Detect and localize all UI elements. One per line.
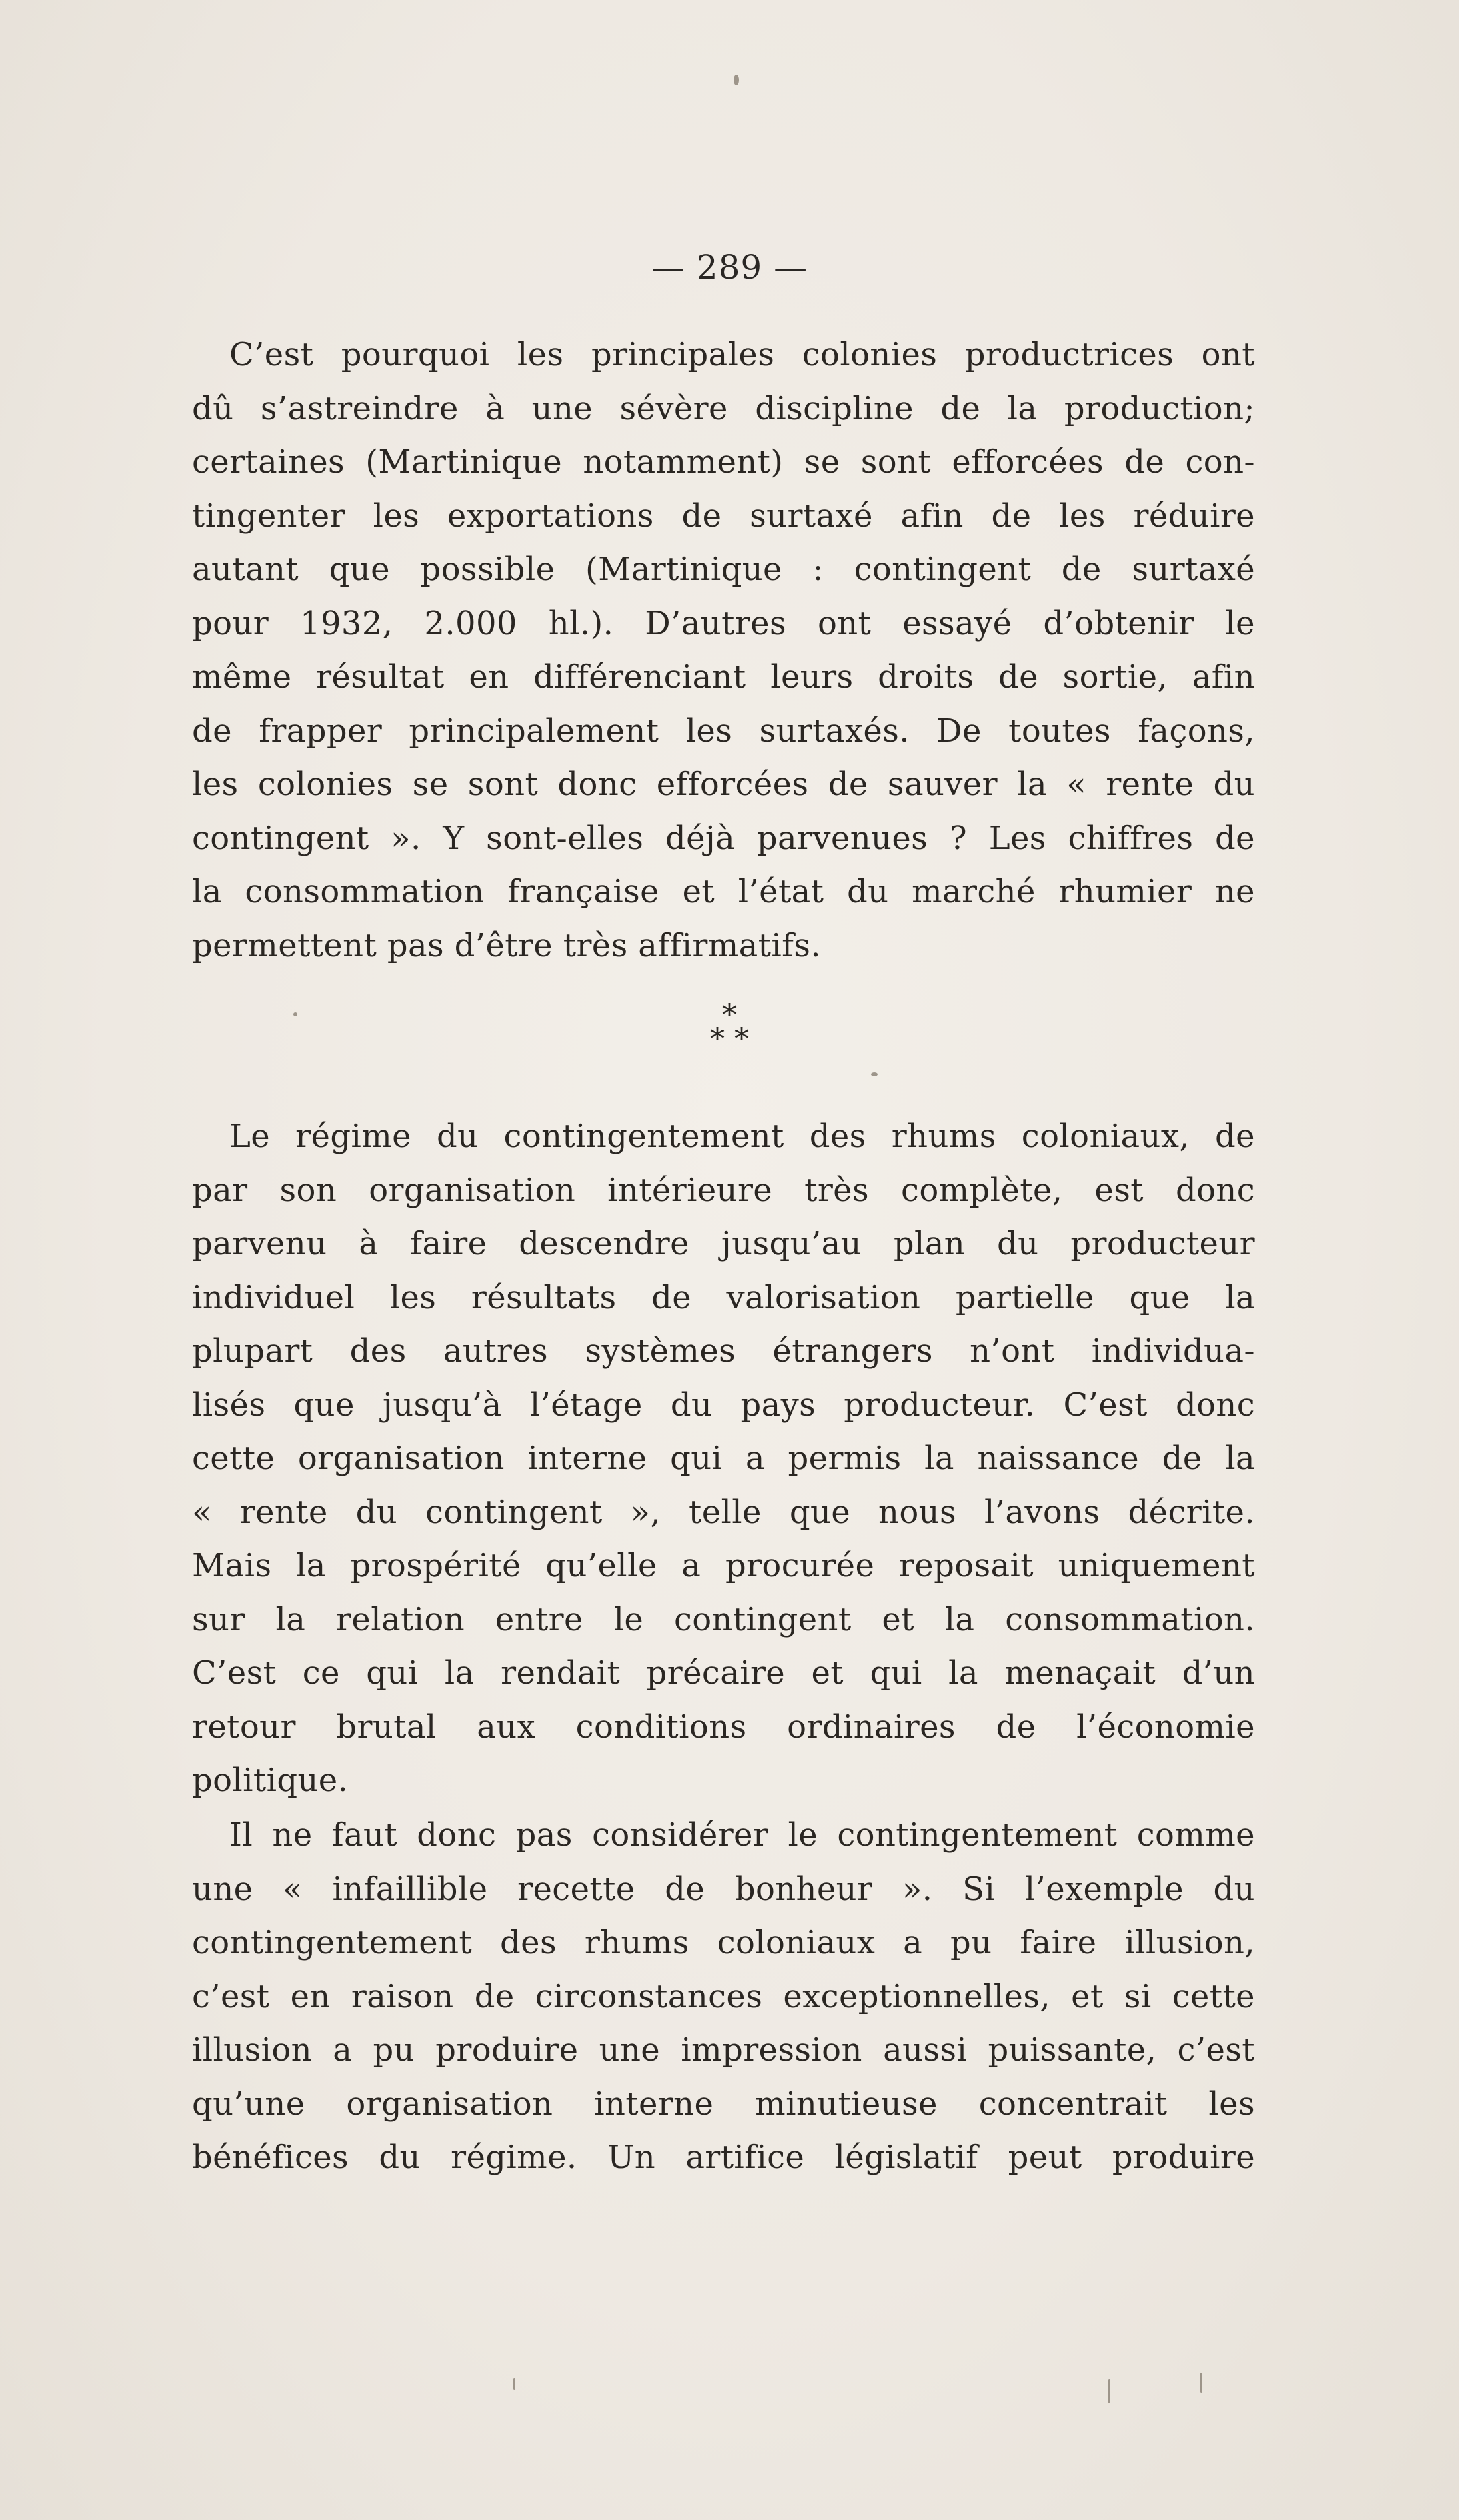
paper-speck: [293, 1012, 297, 1016]
paper-speck: [1200, 2373, 1202, 2393]
paragraph-3: [192, 1808, 1255, 2185]
text-line: même résultat en différenciant leurs droits de sortie, afin: [192, 658, 1255, 696]
text-line: politique.: [192, 1762, 349, 1799]
text-line: retour brutal aux conditions ordinaires de l’économie: [192, 1708, 1255, 1746]
text-line: C’est pourquoi les principales colonies productrices ont: [229, 336, 1255, 373]
text-line: les colonies se sont donc efforcées de sauver la « rente du: [192, 766, 1255, 803]
text-line: plupart des autres systèmes étrangers n’ont individua-: [192, 1332, 1255, 1370]
page-number: — 289 —: [651, 248, 808, 287]
paragraph-2: [192, 1110, 1255, 1808]
text-line: cette organisation interne qui a permis la naissance de la: [192, 1440, 1255, 1477]
text-line: la consommation française et l’état du marché rhumier ne: [192, 873, 1255, 910]
paragraph-1: [192, 328, 1255, 972]
text-line: permettent pas d’être très affirmatifs.: [192, 926, 821, 964]
text-line: une « infaillible recette de bonheur ». Si l’exemple du: [192, 1870, 1255, 1908]
text-line: Mais la prospérité qu’elle a procurée reposait uniquement: [192, 1547, 1255, 1584]
text-line: contingent ». Y sont-elles déjà parvenues ? Les chiffres de: [192, 819, 1255, 857]
text-line: qu’une organisation interne minutieuse concentrait les: [192, 2085, 1255, 2123]
text-line: « rente du contingent », telle que nous l’avons décrite.: [192, 1493, 1255, 1531]
text-line: Il ne faut donc pas considérer le contingentement comme: [229, 1816, 1255, 1854]
text-line: de frapper principalement les surtaxés. De toutes façons,: [192, 712, 1255, 750]
text-line: C’est ce qui la rendait précaire et qui la menaçait d’un: [192, 1654, 1255, 1692]
text-line: parvenu à faire descendre jusqu’au plan du producteur: [192, 1225, 1255, 1262]
paper-speck: [871, 1072, 878, 1076]
separator-star-bottom: * *: [710, 1022, 749, 1056]
text-line: sur la relation entre le contingent et la consommation.: [192, 1600, 1255, 1638]
text-line: contingentement des rhums coloniaux a pu faire illusion,: [192, 1924, 1255, 1961]
text-line: individuel les résultats de valorisation partielle que la: [192, 1278, 1255, 1316]
text-line: certaines (Martinique notamment) se sont efforcées de con-: [192, 443, 1255, 481]
text-line: pour 1932, 2.000 hl.). D’autres ont essayé d’obtenir le: [192, 604, 1255, 642]
text-line: c’est en raison de circonstances exceptionnelles, et si cette: [192, 1977, 1255, 2015]
text-line: tingenter les exportations de surtaxé afin de les réduire: [192, 497, 1255, 535]
section-separator: [0, 998, 1459, 1056]
text-line: autant que possible (Martinique : contingent de surtaxé: [192, 551, 1255, 588]
paper-speck: [734, 75, 739, 85]
text-line: illusion a pu produire une impression aussi puissante, c’est: [192, 2031, 1255, 2069]
text-line: dû s’astreindre à une sévère discipline de la production;: [192, 389, 1255, 427]
paper-speck: [513, 2378, 515, 2390]
text-line: bénéfices du régime. Un artifice législatif peut produire: [192, 2139, 1255, 2176]
text-line: par son organisation intérieure très complète, est donc: [192, 1171, 1255, 1209]
text-line: lisés que jusqu’à l’étage du pays producteur. C’est donc: [192, 1386, 1255, 1424]
paper-speck: [1108, 2379, 1110, 2403]
separator-star-top: *: [722, 998, 737, 1032]
text-line: Le régime du contingentement des rhums coloniaux, de: [229, 1118, 1255, 1155]
